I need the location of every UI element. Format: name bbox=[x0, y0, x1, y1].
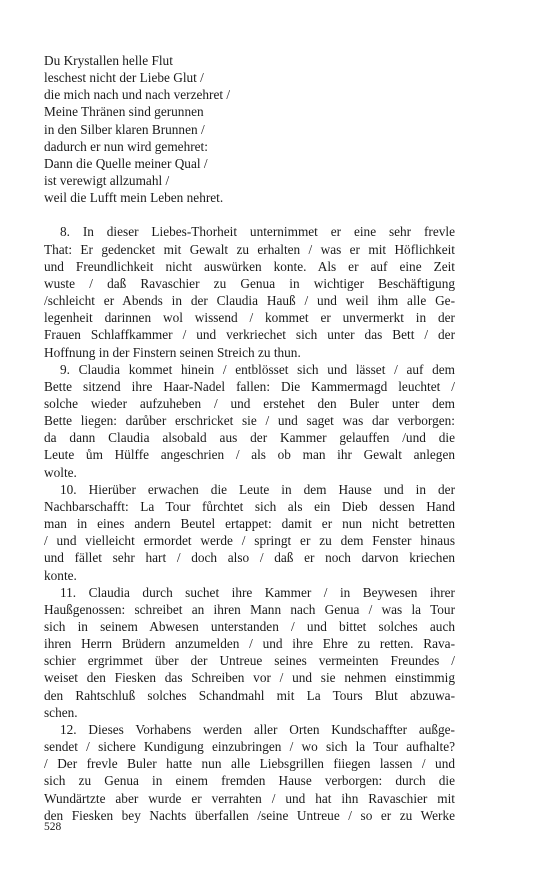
text-line: Wundärtzte aber wurde er verrahten / und hat ihn Ravaschier mit bbox=[44, 790, 455, 806]
text-line: und fället sehr hart / doch also / daß er noch darvon kriechen bbox=[44, 550, 455, 566]
poem-line: in den Silber klaren Brunnen / bbox=[44, 121, 205, 137]
text-line: Hoffnung in der Finstern seinen Streich zu thun. bbox=[44, 344, 301, 360]
text-line: Bette liegen: darůber erschricket sie / und saget was dar verborgen: bbox=[44, 413, 455, 429]
text-line: wuste / daß Ravaschier zu Genua in wichtiger Beschäftigung bbox=[44, 275, 455, 291]
text-line: ihren Herrn Brüdern anzumelden / und ihre Ehre zu retten. Rava- bbox=[44, 636, 455, 652]
text-line: Nachbarschafft: La Tour fůrchtet sich als ein Dieb dessen Hand bbox=[44, 498, 455, 514]
text-line: 10. Hierüber erwachen die Leute in dem Hause und in der bbox=[60, 481, 455, 497]
poem-line: Du Krystallen helle Flut bbox=[44, 53, 173, 68]
text-line: /schleicht er Abends in der Claudia Hauß / und weil ihm alle Ge- bbox=[44, 293, 455, 309]
poem-line: weil die Lufft mein Leben nehret. bbox=[44, 190, 224, 206]
text-line: legenheit darinnen wol wissend / kommet er unvermerkt in der bbox=[44, 310, 455, 326]
text-line: 9. Claudia kommet hinein / entblösset sich und lässet / auf dem bbox=[60, 361, 455, 377]
text-line: wolte. bbox=[44, 464, 77, 480]
page-number: 528 bbox=[44, 821, 62, 833]
text-line: sich in seinem Abwesen unterstanden / und bittet solches auch bbox=[44, 619, 455, 634]
text-line: schen. bbox=[44, 704, 78, 720]
text-line: Leute ům Hülffe angeschrien / als ob man ihr Gewalt anlegen bbox=[44, 447, 455, 463]
poem-line: leschest nicht der Liebe Glut / bbox=[44, 70, 204, 86]
poem-line: die mich nach und nach verzehret / bbox=[44, 87, 231, 103]
text-line: / Der frevle Buler hatte nun alle Liebsgrillen fiiegen lassen / und bbox=[44, 756, 455, 772]
poem bbox=[44, 52, 455, 206]
text-line: schier ergrimmet über der Untreue seines vermeinten Freundes / bbox=[44, 653, 455, 669]
text-line: Bette sitzend ihre Haar-Nadel fallen: Die Kammermagd leuchtet / bbox=[44, 378, 455, 394]
paragraph-12 bbox=[44, 721, 455, 824]
poem-line: Meine Thränen sind gerunnen bbox=[44, 104, 204, 120]
text-line: Haußgenossen: schreibet an ihren Mann nach Genua / was la Tour bbox=[44, 601, 455, 617]
paragraph-10 bbox=[44, 481, 455, 584]
text-line: und Freundlichkeit nicht auswürken konte. Als er auf eine Zeit bbox=[44, 258, 455, 274]
paragraph-8 bbox=[44, 223, 455, 360]
page-body bbox=[44, 52, 455, 824]
text-line: den Rahtschluß solches Schandmahl mit La Tours Blut abzuwa- bbox=[44, 687, 455, 703]
text-line: da dann Claudia alsobald aus der Kammer gelauffen /und die bbox=[44, 430, 455, 446]
poem-line: ist verewigt allzumahl / bbox=[44, 173, 170, 189]
text-line: 11. Claudia durch suchet ihre Kammer / in Beywesen ihrer bbox=[60, 584, 455, 600]
text-line: / und vielleicht ermordet werde / springt er zu dem Fenster hinaus bbox=[44, 533, 455, 549]
paragraph-11 bbox=[44, 584, 455, 721]
poem-line: dadurch er nun wird gemehret: bbox=[44, 138, 208, 154]
poem-line: Dann die Quelle meiner Qual / bbox=[44, 155, 208, 171]
paragraph-9 bbox=[44, 361, 455, 481]
text-line: weiset den Fiesken das Schreiben vor / und sie nehmen einstimmig bbox=[44, 670, 455, 686]
text-line: solche wieder aufzuheben / und erstehet den Buler unter dem bbox=[44, 395, 455, 411]
text-line: sich zu Genua in einem fremden Hause verborgen: durch die bbox=[44, 773, 455, 789]
text-line: den Fiesken bey Nachts überfallen /seine Untreue / so er zu Werke bbox=[44, 807, 455, 823]
text-line: konte. bbox=[44, 567, 77, 583]
text-line: sendet / sichere Kundigung einzubringen / wo sich la Tour aufhalte? bbox=[44, 739, 455, 755]
text-line: 8. In dieser Liebes-Thorheit unternimmet er eine sehr frevle bbox=[60, 224, 455, 240]
text-line: man in eines andern Beutel ertappet: damit er nun nicht betretten bbox=[44, 516, 455, 532]
text-line: That: Er gedencket mit Gewalt zu erhalten / was er mit Höflichkeit bbox=[44, 241, 455, 257]
text-line: Frauen Schlaffkammer / und verkriechet sich unter das Bett / der bbox=[44, 327, 455, 343]
text-line: 12. Dieses Vorhabens werden aller Orten Kundschaffter außge- bbox=[60, 721, 455, 737]
